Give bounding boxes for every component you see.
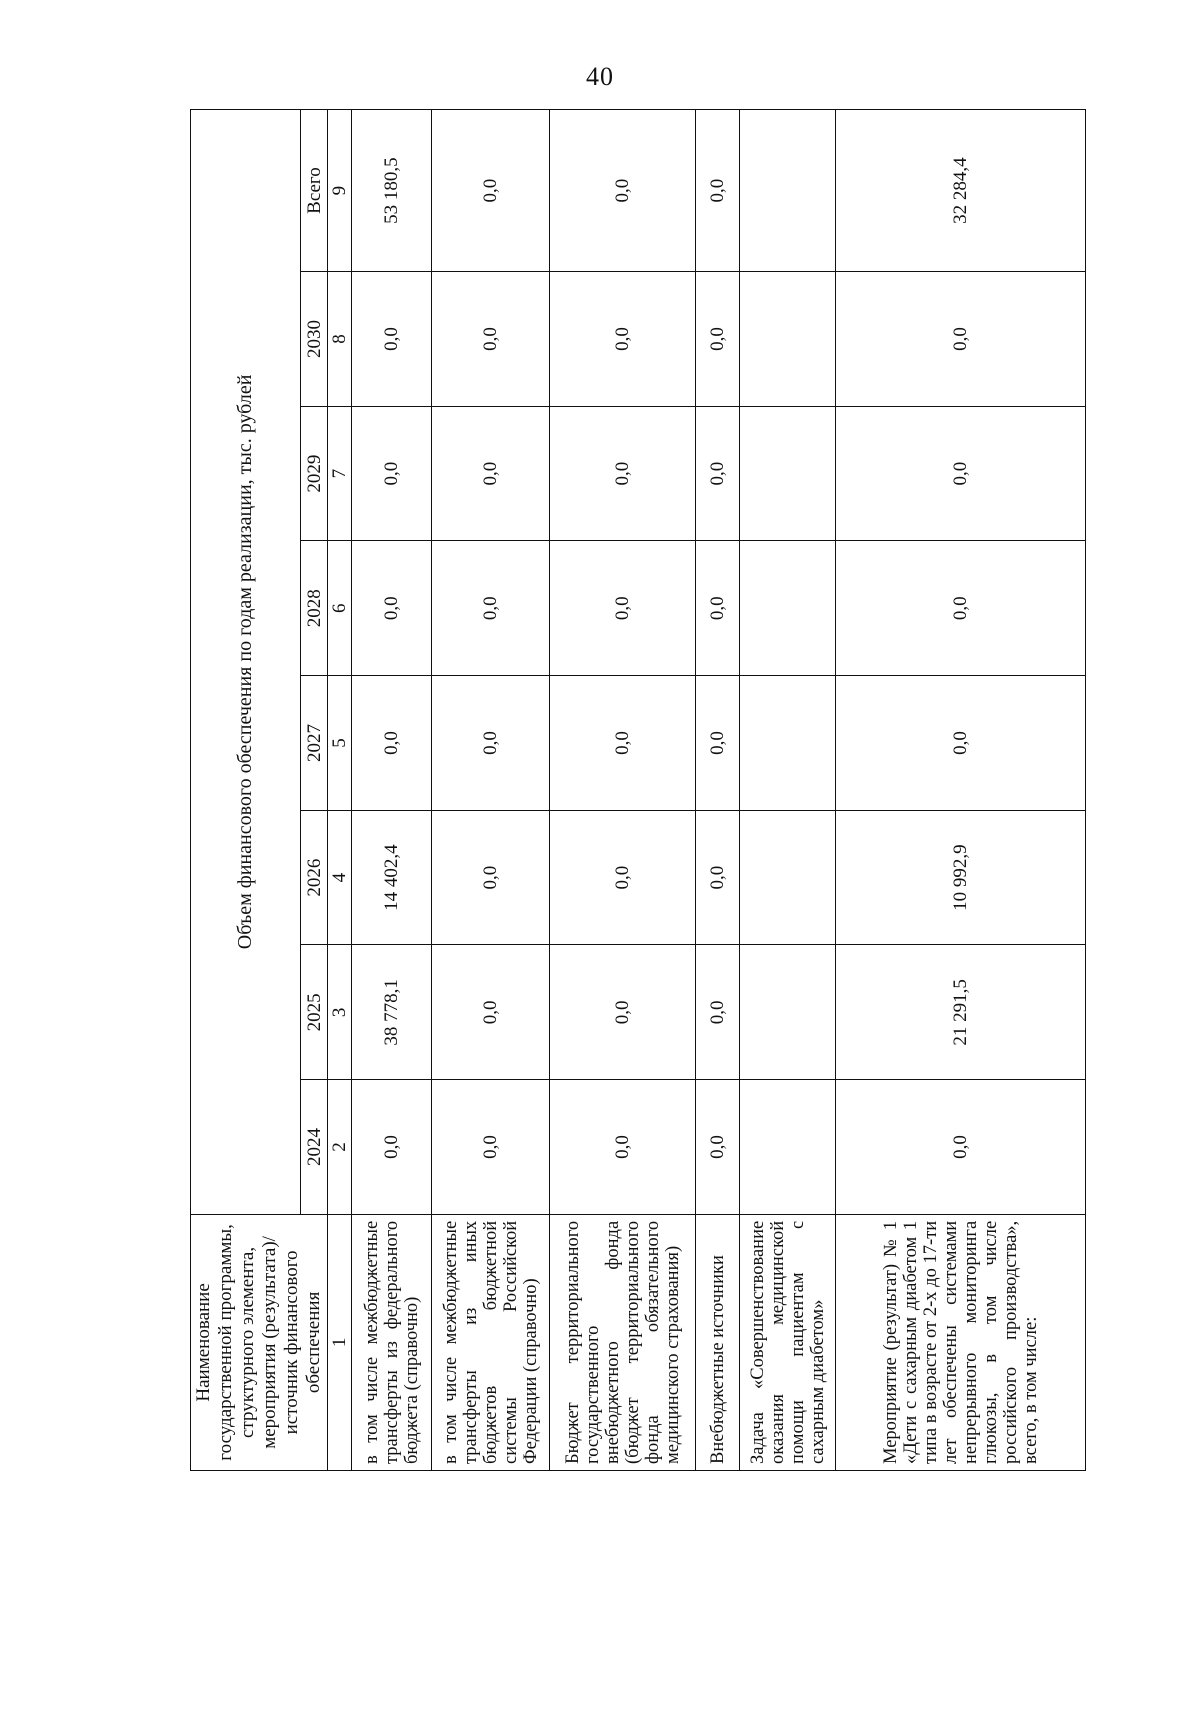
column-number: 3 [328,945,352,1080]
value-cell: 0,0 [432,272,550,407]
column-number: 8 [328,272,352,407]
value-cell: 38 778,1 [352,945,432,1080]
year-header: 2029 [301,406,328,541]
value-cell: 0,0 [696,810,740,945]
value-cell: 0,0 [550,1080,696,1215]
value-cell: 0,0 [836,406,1086,541]
table-row [432,110,550,1471]
row-label: Внебюджетные источники [696,1214,740,1470]
value-cell: 0,0 [550,110,696,272]
value-cell: 14 402,4 [352,810,432,945]
value-cell: 0,0 [352,272,432,407]
table-row [696,110,740,1471]
name-column-header: Наименование государственной программы, структурного элемента, мероприятия (результата)/источник финансового обеспечения [191,1214,328,1470]
column-number: 7 [328,406,352,541]
value-cell: 0,0 [696,541,740,676]
year-header: 2027 [301,676,328,811]
value-cell: 0,0 [836,272,1086,407]
value-cell: 0,0 [836,541,1086,676]
value-cell [740,945,836,1080]
table-row [550,110,696,1471]
value-cell: 53 180,5 [352,110,432,272]
value-cell: 0,0 [352,676,432,811]
row-label: Мероприятие (результат) № 1 «Дети с сахарным диабетом 1 типа в возрасте от 2-х до 17-ти лет обеспечены системами непрерывного мониторинга глюкозы, в том числе российского производства», всего, в том числе: [836,1214,1086,1470]
value-cell: 0,0 [432,945,550,1080]
financing-group-header: Объем финансового обеспечения по годам реализации, тыс. рублей [191,110,301,1215]
value-cell [740,810,836,945]
value-cell: 0,0 [550,541,696,676]
value-cell: 0,0 [432,541,550,676]
value-cell: 32 284,4 [836,110,1086,272]
column-number: 1 [328,1214,352,1470]
value-cell: 0,0 [696,676,740,811]
column-number: 6 [328,541,352,676]
value-cell: 0,0 [836,676,1086,811]
value-cell [740,676,836,811]
value-cell: 0,0 [432,110,550,272]
value-cell: 0,0 [836,1080,1086,1215]
value-cell: 0,0 [432,676,550,811]
table-row [352,110,432,1471]
value-cell: 0,0 [352,1080,432,1215]
row-label: Задача «Совершенствование оказания медицинской помощи пациентам с сахарным диабетом» [740,1214,836,1470]
table-row [836,110,1086,1471]
value-cell [740,110,836,272]
column-number: 4 [328,810,352,945]
row-label: в том числе межбюджетные трансферты из федерального бюджета (справочно) [352,1214,432,1470]
value-cell: 0,0 [550,676,696,811]
value-cell [740,272,836,407]
table-rotated-container [190,109,1080,1471]
row-label: в том числе межбюджетные трансферты из иных бюджетов бюджетной системы Российской Федерации (справочно) [432,1214,550,1470]
value-cell: 10 992,9 [836,810,1086,945]
column-number: 5 [328,676,352,811]
year-header: 2028 [301,541,328,676]
value-cell: 0,0 [696,945,740,1080]
value-cell: 0,0 [432,1080,550,1215]
value-cell [740,541,836,676]
page-number: 40 [586,62,614,91]
financing-table [190,109,1086,1471]
year-header: 2030 [301,272,328,407]
value-cell: 0,0 [550,945,696,1080]
value-cell: 0,0 [550,406,696,541]
value-cell: 0,0 [432,406,550,541]
value-cell: 0,0 [696,1080,740,1215]
total-header: Всего [301,110,328,272]
value-cell: 0,0 [352,406,432,541]
column-number: 2 [328,1080,352,1215]
value-cell: 0,0 [696,272,740,407]
value-cell: 0,0 [696,406,740,541]
year-header: 2025 [301,945,328,1080]
year-header: 2026 [301,810,328,945]
value-cell: 0,0 [352,541,432,676]
value-cell: 0,0 [550,810,696,945]
row-label: Бюджет территориального государственного внебюджетного фонда (бюджет территориального фонда обязательного медицинского страхования) [550,1214,696,1470]
value-cell: 21 291,5 [836,945,1086,1080]
value-cell: 0,0 [696,110,740,272]
value-cell: 0,0 [432,810,550,945]
value-cell [740,1080,836,1215]
value-cell: 0,0 [550,272,696,407]
table-row [740,110,836,1471]
column-number: 9 [328,110,352,272]
value-cell [740,406,836,541]
year-header: 2024 [301,1080,328,1215]
